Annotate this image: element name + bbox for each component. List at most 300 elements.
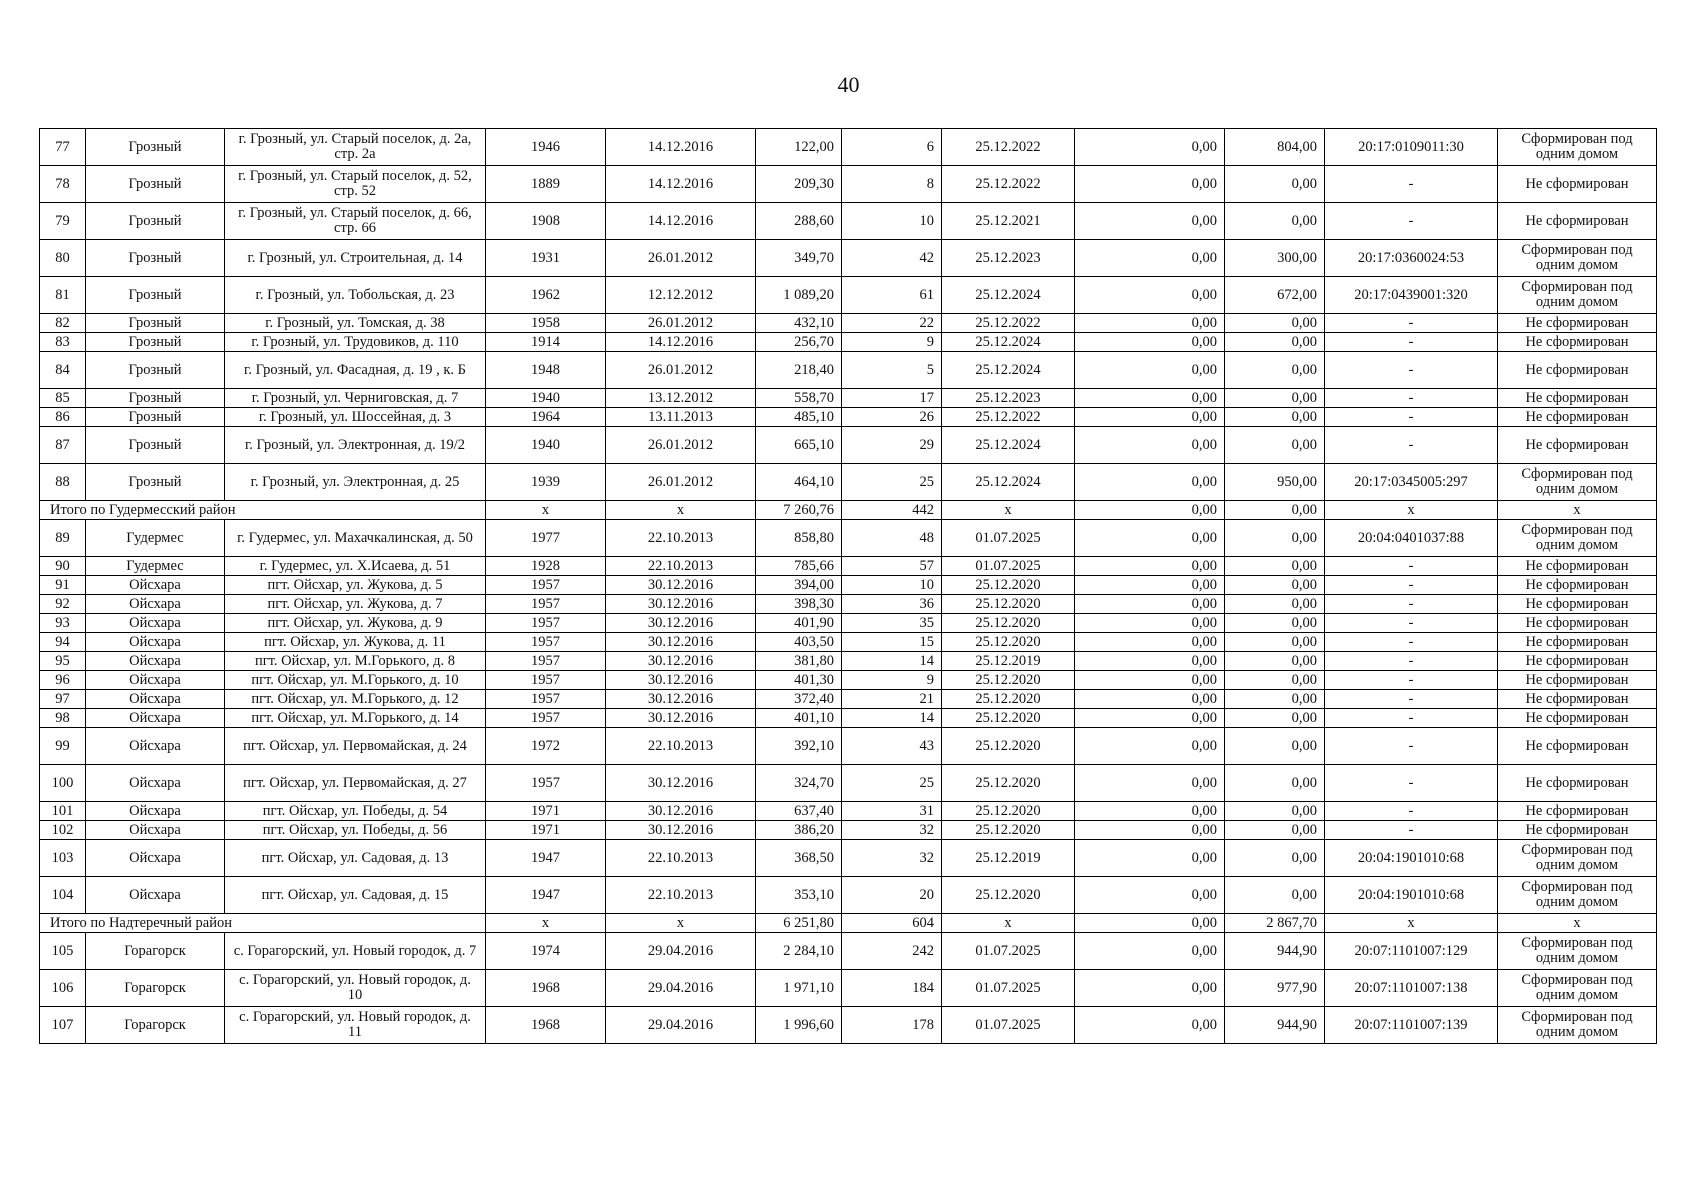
table-row [40, 709, 1657, 728]
locality-cell: Ойсхара [86, 728, 225, 765]
table-row [40, 614, 1657, 633]
address-cell: г. Гудермес, ул. Х.Исаева, д. 51 [225, 557, 486, 576]
residents-cell: 20 [842, 877, 942, 914]
area-cell: 558,70 [756, 389, 842, 408]
date-cell: 14.12.2016 [606, 166, 756, 203]
residents-cell: 42 [842, 240, 942, 277]
date-cell: 14.12.2016 [606, 203, 756, 240]
value1-cell: 0,00 [1075, 633, 1225, 652]
cadastral-cell: - [1325, 389, 1498, 408]
date-cell: 30.12.2016 [606, 690, 756, 709]
area-cell: 665,10 [756, 427, 842, 464]
locality-cell: Ойсхара [86, 614, 225, 633]
term-cell: 01.07.2025 [942, 1007, 1075, 1044]
table-row [40, 633, 1657, 652]
address-cell: пгт. Ойсхар, ул. Победы, д. 54 [225, 802, 486, 821]
residents-cell: 6 [842, 129, 942, 166]
address-cell: с. Горагорский, ул. Новый городок, д. 11 [225, 1007, 486, 1044]
residents-cell: 242 [842, 933, 942, 970]
row-number-cell: 86 [40, 408, 86, 427]
year-cell: 1946 [486, 129, 606, 166]
area-cell: 401,30 [756, 671, 842, 690]
value2-cell: 0,00 [1225, 576, 1325, 595]
status-cell: Не сформирован [1498, 595, 1657, 614]
term-cell: 25.12.2024 [942, 352, 1075, 389]
table-row [40, 1007, 1657, 1044]
residents-cell: 10 [842, 203, 942, 240]
value1-cell: 0,00 [1075, 765, 1225, 802]
row-number-cell: 80 [40, 240, 86, 277]
cadastral-cell: - [1325, 576, 1498, 595]
cadastral-cell: - [1325, 166, 1498, 203]
area-cell: 256,70 [756, 333, 842, 352]
value2-cell: 0,00 [1225, 408, 1325, 427]
value1-cell: 0,00 [1075, 709, 1225, 728]
value2-cell: 0,00 [1225, 333, 1325, 352]
locality-cell: Ойсхара [86, 671, 225, 690]
value2-cell: 0,00 [1225, 520, 1325, 557]
address-cell: г. Грозный, ул. Тобольская, д. 23 [225, 277, 486, 314]
date-cell: 26.01.2012 [606, 464, 756, 501]
date-cell: 14.12.2016 [606, 129, 756, 166]
term-cell: x [942, 914, 1075, 933]
term-cell: 25.12.2020 [942, 728, 1075, 765]
residents-cell: 21 [842, 690, 942, 709]
value2-cell: 0,00 [1225, 352, 1325, 389]
value1-cell: 0,00 [1075, 652, 1225, 671]
residents-cell: 31 [842, 802, 942, 821]
address-cell: пгт. Ойсхар, ул. Жукова, д. 9 [225, 614, 486, 633]
table-row [40, 765, 1657, 802]
year-cell: 1939 [486, 464, 606, 501]
address-cell: г. Грозный, ул. Старый поселок, д. 66, стр. 66 [225, 203, 486, 240]
value2-cell: 0,00 [1225, 166, 1325, 203]
value1-cell: 0,00 [1075, 352, 1225, 389]
row-number-cell: 77 [40, 129, 86, 166]
area-cell: 1 996,60 [756, 1007, 842, 1044]
residents-cell: 48 [842, 520, 942, 557]
date-cell: 12.12.2012 [606, 277, 756, 314]
locality-cell: Грозный [86, 464, 225, 501]
row-number-cell: 99 [40, 728, 86, 765]
residents-cell: 35 [842, 614, 942, 633]
status-cell: Сформирован под одним домом [1498, 277, 1657, 314]
value1-cell: 0,00 [1075, 970, 1225, 1007]
term-cell: 25.12.2022 [942, 166, 1075, 203]
area-cell: 2 284,10 [756, 933, 842, 970]
table-row [40, 970, 1657, 1007]
residents-cell: 29 [842, 427, 942, 464]
value2-cell: 0,00 [1225, 690, 1325, 709]
year-cell: 1889 [486, 166, 606, 203]
address-cell: пгт. Ойсхар, ул. Садовая, д. 15 [225, 877, 486, 914]
residents-cell: 36 [842, 595, 942, 614]
value1-cell: 0,00 [1075, 821, 1225, 840]
term-cell: 25.12.2020 [942, 802, 1075, 821]
value2-cell: 0,00 [1225, 203, 1325, 240]
residents-cell: 25 [842, 464, 942, 501]
value1-cell: 0,00 [1075, 877, 1225, 914]
residents-cell: 442 [842, 501, 942, 520]
status-cell: x [1498, 501, 1657, 520]
area-cell: 372,40 [756, 690, 842, 709]
table-body [40, 129, 1657, 1044]
value2-cell: 0,00 [1225, 802, 1325, 821]
date-cell: 22.10.2013 [606, 520, 756, 557]
row-number-cell: 96 [40, 671, 86, 690]
row-number-cell: 94 [40, 633, 86, 652]
table-row [40, 129, 1657, 166]
row-number-cell: 107 [40, 1007, 86, 1044]
row-number-cell: 91 [40, 576, 86, 595]
status-cell: Не сформирован [1498, 821, 1657, 840]
cadastral-cell: x [1325, 914, 1498, 933]
date-cell: 30.12.2016 [606, 595, 756, 614]
area-cell: 637,40 [756, 802, 842, 821]
date-cell: x [606, 501, 756, 520]
row-number-cell: 103 [40, 840, 86, 877]
locality-cell: Ойсхара [86, 576, 225, 595]
area-cell: 401,10 [756, 709, 842, 728]
locality-cell: Горагорск [86, 970, 225, 1007]
cadastral-cell: - [1325, 333, 1498, 352]
term-cell: x [942, 501, 1075, 520]
value2-cell: 804,00 [1225, 129, 1325, 166]
cadastral-cell: 20:17:0439001:320 [1325, 277, 1498, 314]
table-row [40, 821, 1657, 840]
cadastral-cell: - [1325, 314, 1498, 333]
date-cell: 22.10.2013 [606, 728, 756, 765]
date-cell: 22.10.2013 [606, 877, 756, 914]
date-cell: x [606, 914, 756, 933]
value1-cell: 0,00 [1075, 240, 1225, 277]
address-cell: пгт. Ойсхар, ул. М.Горького, д. 14 [225, 709, 486, 728]
cadastral-cell: 20:04:0401037:88 [1325, 520, 1498, 557]
cadastral-cell: - [1325, 728, 1498, 765]
row-number-cell: 90 [40, 557, 86, 576]
address-cell: г. Грозный, ул. Электронная, д. 25 [225, 464, 486, 501]
area-cell: 368,50 [756, 840, 842, 877]
residents-cell: 14 [842, 652, 942, 671]
address-cell: пгт. Ойсхар, ул. Садовая, д. 13 [225, 840, 486, 877]
year-cell: 1940 [486, 427, 606, 464]
cadastral-cell: - [1325, 427, 1498, 464]
term-cell: 25.12.2019 [942, 652, 1075, 671]
date-cell: 30.12.2016 [606, 802, 756, 821]
table-row [40, 427, 1657, 464]
value1-cell: 0,00 [1075, 389, 1225, 408]
date-cell: 22.10.2013 [606, 840, 756, 877]
address-cell: г. Грозный, ул. Электронная, д. 19/2 [225, 427, 486, 464]
year-cell: 1957 [486, 709, 606, 728]
cadastral-cell: - [1325, 709, 1498, 728]
residents-cell: 9 [842, 333, 942, 352]
value1-cell: 0,00 [1075, 933, 1225, 970]
residents-cell: 57 [842, 557, 942, 576]
area-cell: 394,00 [756, 576, 842, 595]
term-cell: 25.12.2023 [942, 240, 1075, 277]
locality-cell: Грозный [86, 408, 225, 427]
value1-cell: 0,00 [1075, 166, 1225, 203]
cadastral-cell: 20:07:1101007:138 [1325, 970, 1498, 1007]
table-row [40, 464, 1657, 501]
address-cell: пгт. Ойсхар, ул. М.Горького, д. 8 [225, 652, 486, 671]
locality-cell: Грозный [86, 389, 225, 408]
term-cell: 25.12.2024 [942, 464, 1075, 501]
table-row [40, 389, 1657, 408]
table-row [40, 203, 1657, 240]
status-cell: Не сформирован [1498, 633, 1657, 652]
table-row [40, 933, 1657, 970]
value1-cell: 0,00 [1075, 314, 1225, 333]
value2-cell: 0,00 [1225, 614, 1325, 633]
year-cell: 1957 [486, 633, 606, 652]
locality-cell: Грозный [86, 427, 225, 464]
locality-cell: Ойсхара [86, 765, 225, 802]
value1-cell: 0,00 [1075, 501, 1225, 520]
locality-cell: Грозный [86, 314, 225, 333]
status-cell: Сформирован под одним домом [1498, 933, 1657, 970]
address-cell: с. Горагорский, ул. Новый городок, д. 7 [225, 933, 486, 970]
total-row [40, 501, 1657, 520]
residents-cell: 61 [842, 277, 942, 314]
residents-cell: 5 [842, 352, 942, 389]
status-cell: Не сформирован [1498, 352, 1657, 389]
term-cell: 25.12.2022 [942, 129, 1075, 166]
address-cell: г. Грозный, ул. Старый поселок, д. 52, стр. 52 [225, 166, 486, 203]
cadastral-cell: - [1325, 614, 1498, 633]
address-cell: с. Горагорский, ул. Новый городок, д. 10 [225, 970, 486, 1007]
date-cell: 30.12.2016 [606, 765, 756, 802]
value2-cell: 0,00 [1225, 877, 1325, 914]
table-row [40, 277, 1657, 314]
year-cell: 1940 [486, 389, 606, 408]
value2-cell: 0,00 [1225, 821, 1325, 840]
area-cell: 218,40 [756, 352, 842, 389]
status-cell: Сформирован под одним домом [1498, 877, 1657, 914]
address-cell: пгт. Ойсхар, ул. Победы, д. 56 [225, 821, 486, 840]
residents-cell: 604 [842, 914, 942, 933]
area-cell: 386,20 [756, 821, 842, 840]
area-cell: 349,70 [756, 240, 842, 277]
value2-cell: 0,00 [1225, 389, 1325, 408]
year-cell: 1964 [486, 408, 606, 427]
residents-cell: 178 [842, 1007, 942, 1044]
term-cell: 25.12.2024 [942, 277, 1075, 314]
status-cell: Не сформирован [1498, 671, 1657, 690]
value2-cell: 0,00 [1225, 765, 1325, 802]
table-row [40, 166, 1657, 203]
value2-cell: 672,00 [1225, 277, 1325, 314]
status-cell: Не сформирован [1498, 333, 1657, 352]
status-cell: x [1498, 914, 1657, 933]
table-row [40, 352, 1657, 389]
row-number-cell: 85 [40, 389, 86, 408]
date-cell: 30.12.2016 [606, 652, 756, 671]
cadastral-cell: 20:07:1101007:129 [1325, 933, 1498, 970]
row-number-cell: 81 [40, 277, 86, 314]
locality-cell: Ойсхара [86, 802, 225, 821]
area-cell: 858,80 [756, 520, 842, 557]
term-cell: 25.12.2020 [942, 595, 1075, 614]
date-cell: 29.04.2016 [606, 970, 756, 1007]
year-cell: 1958 [486, 314, 606, 333]
residents-cell: 22 [842, 314, 942, 333]
year-cell: 1957 [486, 652, 606, 671]
table-row [40, 595, 1657, 614]
value1-cell: 0,00 [1075, 464, 1225, 501]
address-cell: г. Грозный, ул. Фасадная, д. 19 , к. Б [225, 352, 486, 389]
value1-cell: 0,00 [1075, 203, 1225, 240]
row-number-cell: 104 [40, 877, 86, 914]
date-cell: 22.10.2013 [606, 557, 756, 576]
area-cell: 398,30 [756, 595, 842, 614]
row-number-cell: 101 [40, 802, 86, 821]
date-cell: 13.12.2012 [606, 389, 756, 408]
locality-cell: Ойсхара [86, 690, 225, 709]
residents-cell: 10 [842, 576, 942, 595]
residents-cell: 184 [842, 970, 942, 1007]
row-number-cell: 102 [40, 821, 86, 840]
term-cell: 25.12.2020 [942, 614, 1075, 633]
term-cell: 25.12.2023 [942, 389, 1075, 408]
value2-cell: 2 867,70 [1225, 914, 1325, 933]
term-cell: 25.12.2020 [942, 877, 1075, 914]
area-cell: 464,10 [756, 464, 842, 501]
value1-cell: 0,00 [1075, 129, 1225, 166]
year-cell: 1974 [486, 933, 606, 970]
address-cell: г. Гудермес, ул. Махачкалинская, д. 50 [225, 520, 486, 557]
locality-cell: Ойсхара [86, 633, 225, 652]
year-cell: 1977 [486, 520, 606, 557]
cadastral-cell: - [1325, 633, 1498, 652]
date-cell: 30.12.2016 [606, 821, 756, 840]
term-cell: 25.12.2021 [942, 203, 1075, 240]
locality-cell: Грозный [86, 129, 225, 166]
status-cell: Сформирован под одним домом [1498, 520, 1657, 557]
value2-cell: 0,00 [1225, 652, 1325, 671]
row-number-cell: 100 [40, 765, 86, 802]
term-cell: 25.12.2024 [942, 333, 1075, 352]
status-cell: Не сформирован [1498, 389, 1657, 408]
row-number-cell: 97 [40, 690, 86, 709]
value2-cell: 0,00 [1225, 427, 1325, 464]
address-cell: пгт. Ойсхар, ул. Первомайская, д. 24 [225, 728, 486, 765]
term-cell: 25.12.2020 [942, 709, 1075, 728]
row-number-cell: 92 [40, 595, 86, 614]
status-cell: Сформирован под одним домом [1498, 1007, 1657, 1044]
cadastral-cell: - [1325, 765, 1498, 802]
cadastral-cell: 20:17:0109011:30 [1325, 129, 1498, 166]
value1-cell: 0,00 [1075, 728, 1225, 765]
date-cell: 26.01.2012 [606, 352, 756, 389]
row-number-cell: 78 [40, 166, 86, 203]
residents-cell: 32 [842, 821, 942, 840]
year-cell: x [486, 914, 606, 933]
value2-cell: 977,90 [1225, 970, 1325, 1007]
status-cell: Не сформирован [1498, 709, 1657, 728]
area-cell: 7 260,76 [756, 501, 842, 520]
row-number-cell: 88 [40, 464, 86, 501]
row-number-cell: 84 [40, 352, 86, 389]
value1-cell: 0,00 [1075, 690, 1225, 709]
address-cell: г. Грозный, ул. Черниговская, д. 7 [225, 389, 486, 408]
value1-cell: 0,00 [1075, 671, 1225, 690]
locality-cell: Ойсхара [86, 840, 225, 877]
value1-cell: 0,00 [1075, 427, 1225, 464]
row-number-cell: 98 [40, 709, 86, 728]
value2-cell: 0,00 [1225, 671, 1325, 690]
address-cell: пгт. Ойсхар, ул. Первомайская, д. 27 [225, 765, 486, 802]
value2-cell: 300,00 [1225, 240, 1325, 277]
date-cell: 30.12.2016 [606, 709, 756, 728]
cadastral-cell: 20:17:0345005:297 [1325, 464, 1498, 501]
locality-cell: Грозный [86, 333, 225, 352]
table-row [40, 728, 1657, 765]
table-row [40, 877, 1657, 914]
locality-cell: Ойсхара [86, 709, 225, 728]
term-cell: 25.12.2022 [942, 314, 1075, 333]
year-cell: 1971 [486, 821, 606, 840]
status-cell: Не сформирован [1498, 576, 1657, 595]
date-cell: 26.01.2012 [606, 240, 756, 277]
year-cell: 1957 [486, 690, 606, 709]
cadastral-cell: x [1325, 501, 1498, 520]
year-cell: 1908 [486, 203, 606, 240]
page-number: 40 [837, 72, 860, 97]
locality-cell: Грозный [86, 240, 225, 277]
area-cell: 324,70 [756, 765, 842, 802]
year-cell: 1962 [486, 277, 606, 314]
term-cell: 25.12.2022 [942, 408, 1075, 427]
cadastral-cell: - [1325, 821, 1498, 840]
term-cell: 25.12.2020 [942, 576, 1075, 595]
address-cell: пгт. Ойсхар, ул. Жукова, д. 11 [225, 633, 486, 652]
area-cell: 209,30 [756, 166, 842, 203]
locality-cell: Ойсхара [86, 652, 225, 671]
value1-cell: 0,00 [1075, 520, 1225, 557]
locality-cell: Гудермес [86, 520, 225, 557]
area-cell: 6 251,80 [756, 914, 842, 933]
value2-cell: 0,00 [1225, 314, 1325, 333]
locality-cell: Ойсхара [86, 595, 225, 614]
cadastral-cell: - [1325, 802, 1498, 821]
row-number-cell: 83 [40, 333, 86, 352]
table-row [40, 690, 1657, 709]
residents-cell: 32 [842, 840, 942, 877]
date-cell: 13.11.2013 [606, 408, 756, 427]
status-cell: Не сформирован [1498, 614, 1657, 633]
status-cell: Сформирован под одним домом [1498, 240, 1657, 277]
status-cell: Не сформирован [1498, 408, 1657, 427]
year-cell: 1948 [486, 352, 606, 389]
locality-cell: Грозный [86, 352, 225, 389]
status-cell: Не сформирован [1498, 427, 1657, 464]
year-cell: 1957 [486, 576, 606, 595]
value1-cell: 0,00 [1075, 840, 1225, 877]
residents-cell: 17 [842, 389, 942, 408]
locality-cell: Гудермес [86, 557, 225, 576]
status-cell: Не сформирован [1498, 765, 1657, 802]
row-number-cell: 82 [40, 314, 86, 333]
cadastral-cell: - [1325, 671, 1498, 690]
date-cell: 30.12.2016 [606, 614, 756, 633]
residents-cell: 43 [842, 728, 942, 765]
status-cell: Не сформирован [1498, 557, 1657, 576]
row-number-cell: 95 [40, 652, 86, 671]
row-number-cell: 79 [40, 203, 86, 240]
area-cell: 1 089,20 [756, 277, 842, 314]
